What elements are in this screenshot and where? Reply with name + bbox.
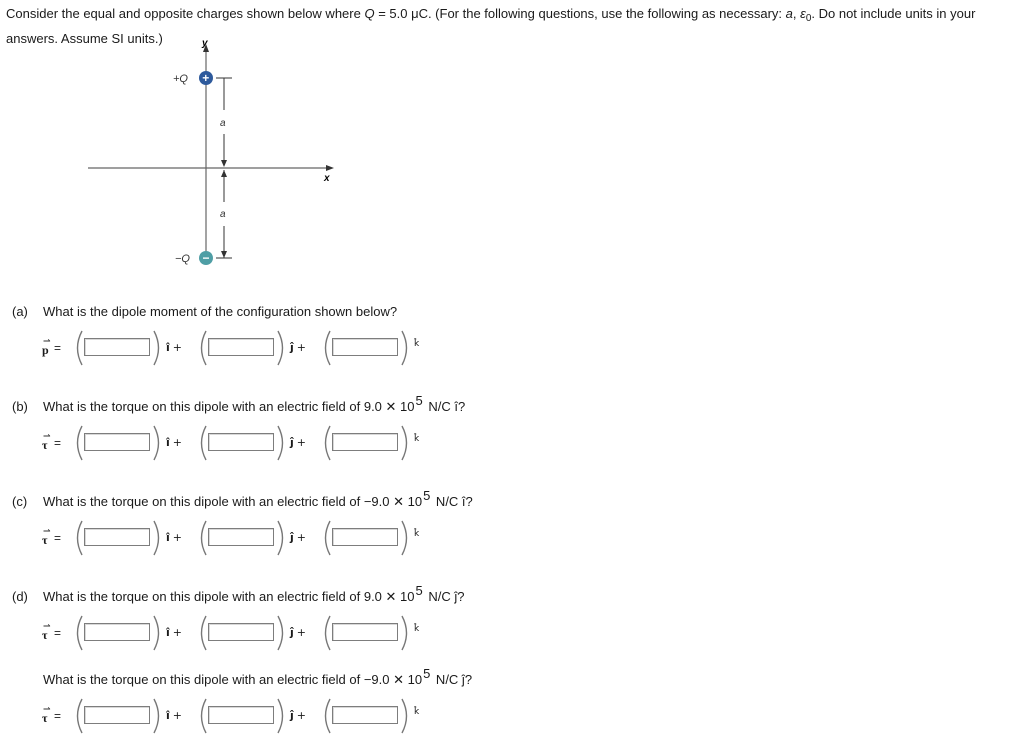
question-exponent: 5 xyxy=(423,488,431,503)
left-paren xyxy=(72,520,84,556)
left-paren-curve xyxy=(202,426,207,460)
plus-sign: + xyxy=(172,436,182,449)
right-paren-curve xyxy=(278,331,283,365)
unit-vector-j xyxy=(290,341,306,354)
answer-input-k[interactable] xyxy=(332,433,398,451)
plus-sign: + xyxy=(172,531,182,544)
vector-arrow-icon: ⇀ xyxy=(43,704,51,714)
left-paren xyxy=(196,425,208,461)
right-paren-curve xyxy=(154,699,159,733)
unit-symbol: î xyxy=(166,626,170,639)
equals-sign: = xyxy=(54,341,62,355)
unit-vector-j xyxy=(290,709,306,722)
right-paren-curve xyxy=(402,521,407,555)
dim-arrow-1 xyxy=(221,160,227,167)
question-exponent: 5 xyxy=(415,583,423,598)
answer-input-j[interactable] xyxy=(208,528,274,546)
unit-vector-k xyxy=(414,339,419,349)
right-paren xyxy=(400,330,412,366)
left-paren-curve xyxy=(78,616,83,650)
vector-letter: p xyxy=(42,343,49,357)
question-tail: N/C ĵ? xyxy=(424,589,465,604)
unit-symbol: î xyxy=(166,436,170,449)
left-paren xyxy=(72,698,84,734)
vector-letter: τ xyxy=(42,628,48,642)
right-paren-curve xyxy=(154,331,159,365)
left-paren-curve xyxy=(326,699,331,733)
unit-vector-i xyxy=(166,709,182,722)
answer-input-i[interactable] xyxy=(84,706,150,724)
unit-vector-i xyxy=(166,341,182,354)
question-text: What is the torque on this dipole with an electric field of −9.0 ✕ 10 xyxy=(43,494,423,509)
dim-label-a-top: a xyxy=(220,118,226,129)
left-paren xyxy=(320,698,332,734)
equals-sign: = xyxy=(54,709,62,723)
unit-symbol: k̂ xyxy=(414,339,420,349)
right-paren xyxy=(152,520,164,556)
unit-vector-j xyxy=(290,626,306,639)
right-paren-curve xyxy=(154,426,159,460)
right-paren-curve xyxy=(278,521,283,555)
negative-charge-label: −Q xyxy=(175,253,190,265)
left-paren-curve xyxy=(326,331,331,365)
negative-charge-sign: − xyxy=(202,251,210,265)
right-paren xyxy=(276,330,288,366)
left-paren xyxy=(196,330,208,366)
answer-row-5 xyxy=(40,698,460,734)
positive-charge-label: +Q xyxy=(173,73,188,85)
unit-symbol: ĵ xyxy=(290,341,294,354)
plus-sign: + xyxy=(172,709,182,722)
question-label-3 xyxy=(12,488,473,511)
question-part: (a) xyxy=(12,304,28,319)
intro-text-1: Consider the equal and opposite charges shown below where xyxy=(6,6,365,21)
plus-sign: + xyxy=(296,436,306,449)
answer-input-i[interactable] xyxy=(84,528,150,546)
unit-vector-k xyxy=(414,624,419,634)
question-exponent: 5 xyxy=(423,666,431,681)
question-part: (b) xyxy=(12,399,28,414)
unit-vector-k xyxy=(414,529,419,539)
plus-sign: + xyxy=(172,626,182,639)
question-tail: N/C î? xyxy=(432,494,473,509)
left-paren xyxy=(320,615,332,651)
left-paren xyxy=(72,330,84,366)
positive-charge-sign: + xyxy=(202,71,210,85)
left-paren-curve xyxy=(78,699,83,733)
answer-row-3 xyxy=(40,520,460,556)
left-paren xyxy=(72,425,84,461)
left-paren-curve xyxy=(326,426,331,460)
left-paren xyxy=(72,615,84,651)
intro-a-variable: a xyxy=(785,6,793,21)
question-text: What is the torque on this dipole with an electric field of −9.0 ✕ 10 xyxy=(43,672,423,687)
left-paren xyxy=(196,520,208,556)
vector-arrow-icon: ⇀ xyxy=(43,431,51,441)
answer-row-1 xyxy=(40,330,460,366)
vector-arrow-icon: ⇀ xyxy=(43,621,51,631)
plus-sign: + xyxy=(172,341,182,354)
question-text: What is the torque on this dipole with an electric field of 9.0 ✕ 10 xyxy=(43,399,415,414)
vector-arrow-icon: ⇀ xyxy=(43,526,51,536)
unit-vector-j xyxy=(290,436,306,449)
answer-input-i[interactable] xyxy=(84,433,150,451)
intro-epsilon-sub: 0 xyxy=(805,13,812,24)
left-paren xyxy=(320,425,332,461)
left-paren-curve xyxy=(326,521,331,555)
answer-input-j[interactable] xyxy=(208,338,274,356)
answer-input-k[interactable] xyxy=(332,528,398,546)
question-part: (c) xyxy=(12,494,28,509)
left-paren xyxy=(320,520,332,556)
dim-label-a-bottom: a xyxy=(220,209,226,220)
right-paren xyxy=(400,615,412,651)
equals-sign: = xyxy=(54,531,62,545)
left-paren-curve xyxy=(78,521,83,555)
question-tail: N/C ĵ? xyxy=(432,672,473,687)
intro-epsilon: ε xyxy=(800,6,806,21)
question-text: What is the torque on this dipole with an electric field of 9.0 ✕ 10 xyxy=(43,589,415,604)
right-paren xyxy=(152,425,164,461)
unit-vector-k xyxy=(414,707,419,717)
answer-row-2 xyxy=(40,425,460,461)
left-paren-curve xyxy=(202,331,207,365)
left-paren-curve xyxy=(326,616,331,650)
dipole-diagram xyxy=(80,36,350,276)
plus-sign: + xyxy=(296,709,306,722)
answer-input-k[interactable] xyxy=(332,706,398,724)
left-paren-curve xyxy=(202,521,207,555)
right-paren-curve xyxy=(402,616,407,650)
right-paren xyxy=(276,698,288,734)
plus-sign: + xyxy=(296,626,306,639)
left-paren-curve xyxy=(78,331,83,365)
right-paren xyxy=(400,425,412,461)
answer-input-i[interactable] xyxy=(84,338,150,356)
unit-symbol: k̂ xyxy=(414,707,420,717)
unit-symbol: î xyxy=(166,709,170,722)
intro-q-variable: Q xyxy=(364,6,375,21)
equals-sign: = xyxy=(54,436,62,450)
right-paren xyxy=(276,520,288,556)
dim-arrow-3 xyxy=(221,251,227,258)
vector-letter: τ xyxy=(42,438,48,452)
right-paren-curve xyxy=(402,426,407,460)
unit-symbol: ĵ xyxy=(290,531,294,544)
answer-row-4 xyxy=(40,615,460,651)
y-axis-label: y xyxy=(202,38,208,49)
vector-letter: τ xyxy=(42,533,48,547)
answer-input-k[interactable] xyxy=(332,623,398,641)
answer-input-j[interactable] xyxy=(208,433,274,451)
right-paren-curve xyxy=(402,331,407,365)
unit-symbol: k̂ xyxy=(414,624,420,634)
answer-input-j[interactable] xyxy=(208,706,274,724)
right-paren xyxy=(152,330,164,366)
right-paren-curve xyxy=(154,616,159,650)
unit-vector-j xyxy=(290,531,306,544)
unit-vector-i xyxy=(166,626,182,639)
left-paren xyxy=(320,330,332,366)
right-paren xyxy=(276,425,288,461)
x-axis-label: x xyxy=(324,173,330,184)
left-paren xyxy=(196,698,208,734)
right-paren xyxy=(400,698,412,734)
question-label-2 xyxy=(12,393,466,416)
right-paren xyxy=(276,615,288,651)
question-part: (d) xyxy=(12,589,28,604)
unit-symbol: k̂ xyxy=(414,434,420,444)
question-exponent: 5 xyxy=(415,393,423,408)
unit-symbol: î xyxy=(166,341,170,354)
right-paren xyxy=(152,698,164,734)
left-paren-curve xyxy=(78,426,83,460)
left-paren xyxy=(196,615,208,651)
vector-arrow-icon: ⇀ xyxy=(43,336,51,346)
intro-comma: , xyxy=(792,6,801,21)
intro-text-3: . Do not include units in your answers. Assume SI units.) xyxy=(6,6,976,46)
plus-sign: + xyxy=(296,341,306,354)
unit-vector-k xyxy=(414,434,419,444)
right-paren-curve xyxy=(278,616,283,650)
unit-symbol: ĵ xyxy=(290,626,294,639)
right-paren-curve xyxy=(278,426,283,460)
unit-symbol: ĵ xyxy=(290,709,294,722)
unit-symbol: ĵ xyxy=(290,436,294,449)
right-paren xyxy=(152,615,164,651)
question-label-5 xyxy=(12,666,473,689)
unit-vector-i xyxy=(166,436,182,449)
question-label-4 xyxy=(12,583,465,606)
left-paren-curve xyxy=(202,699,207,733)
equals-sign: = xyxy=(54,626,62,640)
answer-input-j[interactable] xyxy=(208,623,274,641)
question-text: What is the dipole moment of the configuration shown below? xyxy=(43,304,398,319)
x-axis-arrow xyxy=(326,165,334,171)
right-paren-curve xyxy=(402,699,407,733)
question-tail: N/C î? xyxy=(424,399,466,414)
question-label-1 xyxy=(12,303,397,321)
unit-symbol: î xyxy=(166,531,170,544)
right-paren xyxy=(400,520,412,556)
plus-sign: + xyxy=(296,531,306,544)
right-paren-curve xyxy=(278,699,283,733)
answer-input-i[interactable] xyxy=(84,623,150,641)
left-paren-curve xyxy=(202,616,207,650)
intro-text-2: = 5.0 μC. (For the following questions, use the following as necessary: xyxy=(374,6,786,21)
unit-symbol: k̂ xyxy=(414,529,420,539)
vector-letter: τ xyxy=(42,711,48,725)
unit-vector-i xyxy=(166,531,182,544)
answer-input-k[interactable] xyxy=(332,338,398,356)
right-paren-curve xyxy=(154,521,159,555)
